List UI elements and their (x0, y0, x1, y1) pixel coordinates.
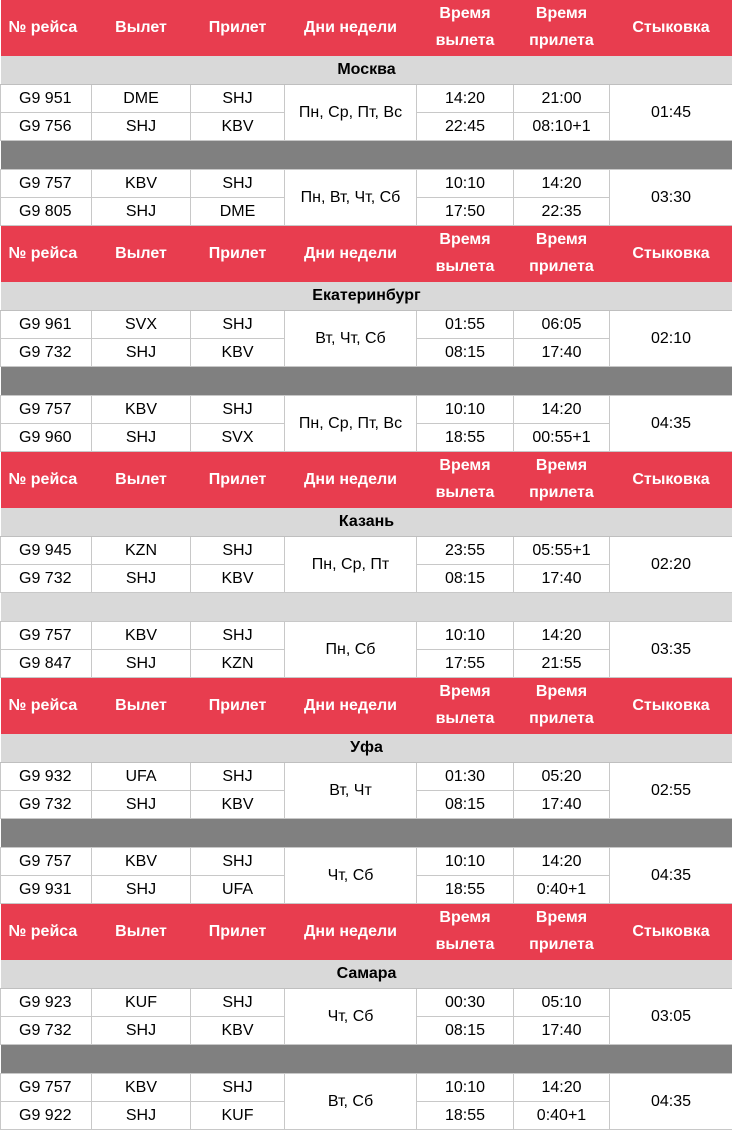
header-days: Дни недели (285, 678, 417, 735)
header-dep-time-line2: вылета (417, 253, 514, 281)
header-flight: № рейса (1, 904, 92, 961)
header-dep-time-line1: Время (417, 227, 514, 253)
departure-time: 08:15 (417, 565, 514, 593)
flight-row (1, 311, 732, 339)
header-row (1, 904, 732, 961)
header-departure: Вылет (92, 678, 191, 735)
separator-row (1, 593, 732, 622)
departure-airport: SHJ (92, 650, 191, 678)
flight-number: G9 732 (1, 1017, 92, 1045)
header-arr-time-line1: Время (514, 905, 610, 931)
departure-airport: KBV (92, 396, 191, 424)
departure-airport: SHJ (92, 876, 191, 904)
connection-time: 02:10 (610, 311, 732, 367)
departure-time: 14:20 (417, 85, 514, 113)
connection-time: 01:45 (610, 85, 732, 141)
arrival-airport: KBV (191, 565, 285, 593)
departure-time: 00:30 (417, 989, 514, 1017)
header-flight: № рейса (1, 226, 92, 283)
city-row (1, 56, 732, 85)
flight-number: G9 923 (1, 989, 92, 1017)
separator-row (1, 367, 732, 396)
days-of-week: Чт, Сб (285, 848, 417, 904)
header-arr-time-line2: прилета (514, 705, 610, 733)
departure-airport: SVX (92, 311, 191, 339)
flight-row (1, 622, 732, 650)
arrival-time: 17:40 (514, 791, 610, 819)
arrival-airport: DME (191, 198, 285, 226)
flight-row (1, 989, 732, 1017)
header-arr-time (514, 452, 610, 509)
separator-cell (1, 819, 732, 848)
header-dep-time (417, 904, 514, 961)
separator-row (1, 141, 732, 170)
arrival-airport: SHJ (191, 622, 285, 650)
flight-number: G9 932 (1, 763, 92, 791)
arrival-time: 17:40 (514, 1017, 610, 1045)
header-arr-time-line1: Время (514, 679, 610, 705)
flight-number: G9 757 (1, 622, 92, 650)
departure-time: 18:55 (417, 1102, 514, 1130)
separator-cell (1, 593, 732, 622)
arrival-time: 14:20 (514, 848, 610, 876)
separator-cell (1, 367, 732, 396)
arrival-time: 21:55 (514, 650, 610, 678)
header-dep-time-line1: Время (417, 905, 514, 931)
flight-row (1, 1074, 732, 1102)
header-dep-time-line2: вылета (417, 931, 514, 959)
header-arr-time-line1: Время (514, 453, 610, 479)
header-dep-time-line1: Время (417, 453, 514, 479)
arrival-airport: SHJ (191, 85, 285, 113)
separator-row (1, 1045, 732, 1074)
header-departure: Вылет (92, 0, 191, 56)
departure-time: 10:10 (417, 1074, 514, 1102)
departure-time: 17:50 (417, 198, 514, 226)
header-arr-time (514, 904, 610, 961)
days-of-week: Вт, Сб (285, 1074, 417, 1130)
departure-airport: SHJ (92, 339, 191, 367)
header-arrival: Прилет (191, 678, 285, 735)
flight-number: G9 960 (1, 424, 92, 452)
header-arr-time (514, 0, 610, 56)
departure-time: 10:10 (417, 848, 514, 876)
flight-number: G9 732 (1, 791, 92, 819)
departure-airport: SHJ (92, 198, 191, 226)
flight-row (1, 396, 732, 424)
schedule-body (1, 0, 732, 1130)
departure-time: 08:15 (417, 1017, 514, 1045)
header-row (1, 678, 732, 735)
departure-time: 10:10 (417, 396, 514, 424)
departure-airport: KZN (92, 537, 191, 565)
header-days: Дни недели (285, 904, 417, 961)
header-flight: № рейса (1, 452, 92, 509)
departure-airport: SHJ (92, 791, 191, 819)
flight-number: G9 945 (1, 537, 92, 565)
header-arrival: Прилет (191, 904, 285, 961)
city-row (1, 960, 732, 989)
arrival-airport: UFA (191, 876, 285, 904)
header-dep-time-line2: вылета (417, 479, 514, 507)
departure-time: 01:30 (417, 763, 514, 791)
arrival-time: 17:40 (514, 339, 610, 367)
arrival-time: 05:55+1 (514, 537, 610, 565)
flight-row (1, 537, 732, 565)
header-arr-time-line2: прилета (514, 253, 610, 281)
departure-airport: KBV (92, 848, 191, 876)
departure-time: 22:45 (417, 113, 514, 141)
departure-time: 08:15 (417, 339, 514, 367)
flight-row (1, 170, 732, 198)
city-row (1, 734, 732, 763)
arrival-time: 14:20 (514, 396, 610, 424)
connection-time: 03:30 (610, 170, 732, 226)
arrival-time: 08:10+1 (514, 113, 610, 141)
header-dep-time-line1: Время (417, 1, 514, 27)
header-departure: Вылет (92, 452, 191, 509)
flight-number: G9 757 (1, 396, 92, 424)
header-arr-time-line2: прилета (514, 931, 610, 959)
arrival-time: 05:10 (514, 989, 610, 1017)
departure-airport: DME (92, 85, 191, 113)
city-name: Москва (1, 56, 732, 85)
connection-time: 03:05 (610, 989, 732, 1045)
flight-row (1, 85, 732, 113)
city-row (1, 282, 732, 311)
arrival-airport: KUF (191, 1102, 285, 1130)
header-flight: № рейса (1, 0, 92, 56)
arrival-airport: SHJ (191, 170, 285, 198)
flight-number: G9 847 (1, 650, 92, 678)
city-name: Казань (1, 508, 732, 537)
flight-number: G9 732 (1, 565, 92, 593)
header-dep-time (417, 0, 514, 56)
departure-time: 17:55 (417, 650, 514, 678)
header-dep-time (417, 678, 514, 735)
flight-number: G9 922 (1, 1102, 92, 1130)
days-of-week: Пн, Ср, Пт, Вс (285, 85, 417, 141)
departure-airport: KBV (92, 622, 191, 650)
departure-airport: SHJ (92, 1017, 191, 1045)
flight-number: G9 732 (1, 339, 92, 367)
departure-time: 18:55 (417, 876, 514, 904)
connection-time: 04:35 (610, 848, 732, 904)
header-days: Дни недели (285, 452, 417, 509)
arrival-time: 21:00 (514, 85, 610, 113)
city-name: Уфа (1, 734, 732, 763)
arrival-airport: SHJ (191, 989, 285, 1017)
header-departure: Вылет (92, 904, 191, 961)
flight-number: G9 951 (1, 85, 92, 113)
arrival-airport: KBV (191, 791, 285, 819)
header-arr-time (514, 678, 610, 735)
header-arr-time-line2: прилета (514, 479, 610, 507)
days-of-week: Вт, Чт (285, 763, 417, 819)
departure-airport: SHJ (92, 1102, 191, 1130)
arrival-time: 05:20 (514, 763, 610, 791)
departure-airport: SHJ (92, 424, 191, 452)
flight-number: G9 756 (1, 113, 92, 141)
flight-number: G9 961 (1, 311, 92, 339)
departure-airport: KUF (92, 989, 191, 1017)
arrival-airport: SHJ (191, 396, 285, 424)
departure-airport: UFA (92, 763, 191, 791)
departure-airport: SHJ (92, 565, 191, 593)
arrival-airport: SHJ (191, 537, 285, 565)
connection-time: 04:35 (610, 396, 732, 452)
days-of-week: Пн, Сб (285, 622, 417, 678)
header-row (1, 226, 732, 283)
separator-cell (1, 1045, 732, 1074)
arrival-time: 22:35 (514, 198, 610, 226)
departure-airport: KBV (92, 170, 191, 198)
header-row (1, 0, 732, 56)
connection-time: 02:55 (610, 763, 732, 819)
header-arrival: Прилет (191, 452, 285, 509)
header-dep-time-line1: Время (417, 679, 514, 705)
flight-number: G9 757 (1, 1074, 92, 1102)
header-arr-time-line1: Время (514, 1, 610, 27)
arrival-time: 14:20 (514, 1074, 610, 1102)
header-connection: Стыковка (610, 226, 732, 283)
header-dep-time-line2: вылета (417, 705, 514, 733)
arrival-time: 14:20 (514, 170, 610, 198)
header-dep-time (417, 452, 514, 509)
arrival-airport: SHJ (191, 311, 285, 339)
flight-number: G9 805 (1, 198, 92, 226)
arrival-time: 0:40+1 (514, 876, 610, 904)
header-dep-time (417, 226, 514, 283)
flight-number: G9 757 (1, 170, 92, 198)
connection-time: 03:35 (610, 622, 732, 678)
arrival-airport: KBV (191, 113, 285, 141)
connection-time: 04:35 (610, 1074, 732, 1130)
departure-airport: KBV (92, 1074, 191, 1102)
days-of-week: Чт, Сб (285, 989, 417, 1045)
arrival-airport: KBV (191, 1017, 285, 1045)
header-arr-time-line1: Время (514, 227, 610, 253)
departure-time: 18:55 (417, 424, 514, 452)
flight-row (1, 848, 732, 876)
header-connection: Стыковка (610, 904, 732, 961)
flight-number: G9 931 (1, 876, 92, 904)
departure-time: 10:10 (417, 170, 514, 198)
days-of-week: Пн, Вт, Чт, Сб (285, 170, 417, 226)
departure-time: 01:55 (417, 311, 514, 339)
header-departure: Вылет (92, 226, 191, 283)
arrival-time: 14:20 (514, 622, 610, 650)
header-arrival: Прилет (191, 226, 285, 283)
connection-time: 02:20 (610, 537, 732, 593)
arrival-time: 17:40 (514, 565, 610, 593)
header-days: Дни недели (285, 0, 417, 56)
arrival-airport: SHJ (191, 848, 285, 876)
header-connection: Стыковка (610, 452, 732, 509)
flight-number: G9 757 (1, 848, 92, 876)
city-row (1, 508, 732, 537)
header-arr-time (514, 226, 610, 283)
arrival-time: 0:40+1 (514, 1102, 610, 1130)
separator-row (1, 819, 732, 848)
header-arr-time-line2: прилета (514, 27, 610, 55)
separator-cell (1, 141, 732, 170)
arrival-airport: SHJ (191, 763, 285, 791)
arrival-time: 06:05 (514, 311, 610, 339)
arrival-airport: SVX (191, 424, 285, 452)
header-flight: № рейса (1, 678, 92, 735)
arrival-airport: KZN (191, 650, 285, 678)
city-name: Екатеринбург (1, 282, 732, 311)
arrival-time: 00:55+1 (514, 424, 610, 452)
departure-time: 23:55 (417, 537, 514, 565)
header-connection: Стыковка (610, 0, 732, 56)
header-row (1, 452, 732, 509)
header-connection: Стыковка (610, 678, 732, 735)
days-of-week: Пн, Ср, Пт (285, 537, 417, 593)
header-days: Дни недели (285, 226, 417, 283)
days-of-week: Вт, Чт, Сб (285, 311, 417, 367)
flight-row (1, 763, 732, 791)
header-arrival: Прилет (191, 0, 285, 56)
header-dep-time-line2: вылета (417, 27, 514, 55)
arrival-airport: KBV (191, 339, 285, 367)
departure-airport: SHJ (92, 113, 191, 141)
departure-time: 08:15 (417, 791, 514, 819)
city-name: Самара (1, 960, 732, 989)
arrival-airport: SHJ (191, 1074, 285, 1102)
days-of-week: Пн, Ср, Пт, Вс (285, 396, 417, 452)
departure-time: 10:10 (417, 622, 514, 650)
